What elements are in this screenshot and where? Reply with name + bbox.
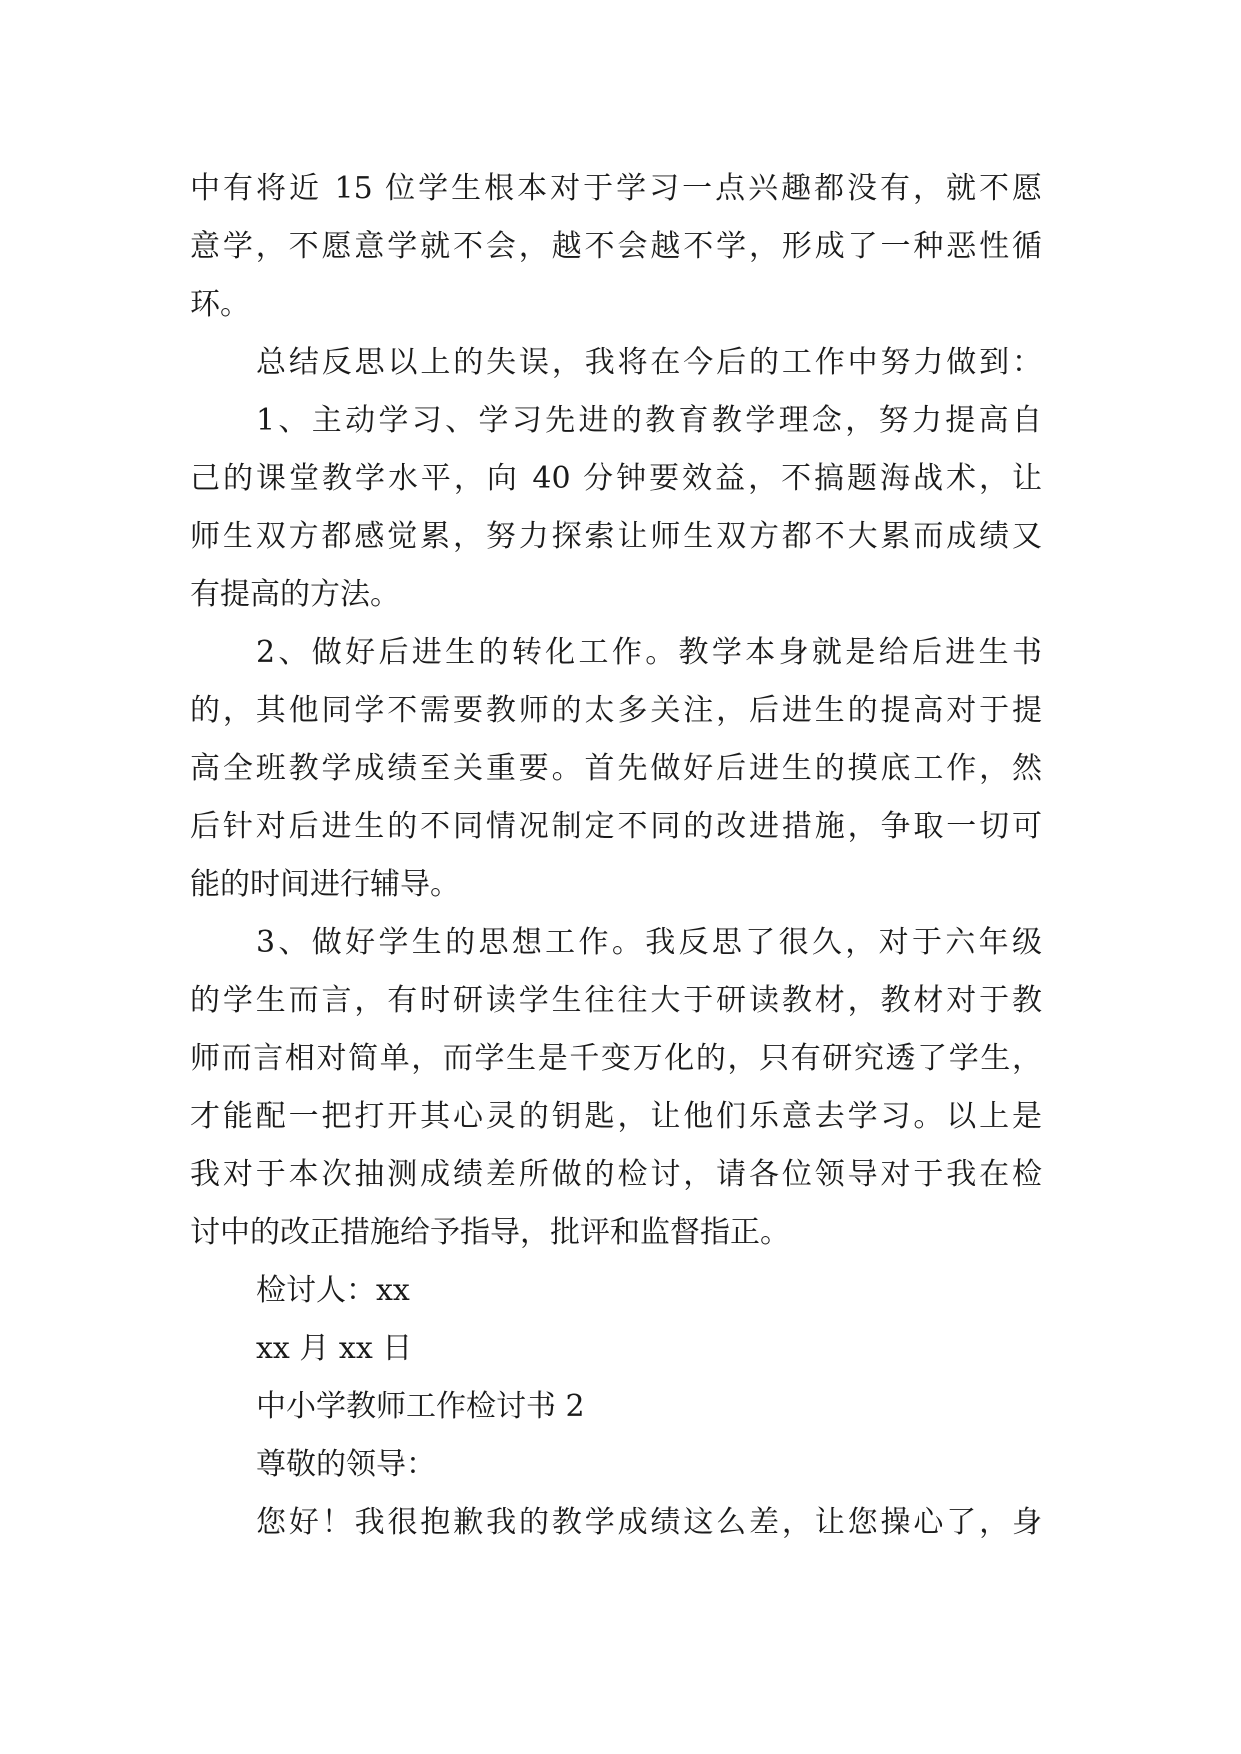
text-line: 环。 <box>190 287 250 322</box>
text-line: 的，其他同学不需要教师的太多关注，后进生的提高对于提 <box>190 693 1042 728</box>
date-line: xx 月 xx 日 <box>256 1331 413 1366</box>
text-line: 高全班教学成绩至关重要。首先做好后进生的摸底工作，然 <box>190 751 1042 786</box>
salutation-line: 尊敬的领导： <box>256 1447 436 1482</box>
text-line: 才能配一把打开其心灵的钥匙，让他们乐意去学习。以上是 <box>190 1099 1042 1134</box>
text-line: 师而言相对简单，而学生是千变万化的，只有研究透了学生， <box>190 1041 1042 1076</box>
text-line: 总结反思以上的失误，我将在今后的工作中努力做到： <box>256 345 1042 380</box>
signature-line: 检讨人：xx <box>256 1273 410 1308</box>
text-line: 我对于本次抽测成绩差所做的检讨，请各位领导对于我在检 <box>190 1157 1042 1192</box>
text-line: 讨中的改正措施给予指导，批评和监督指正。 <box>190 1215 790 1250</box>
text-line: 3、做好学生的思想工作。我反思了很久，对于六年级 <box>256 925 1042 960</box>
text-line: 有提高的方法。 <box>190 577 400 612</box>
text-line: 1、主动学习、学习先进的教育教学理念，努力提高自 <box>256 403 1042 438</box>
text-line: 中有将近 15 位学生根本对于学习一点兴趣都没有，就不愿 <box>190 171 1042 206</box>
text-line: 意学，不愿意学就不会，越不会越不学，形成了一种恶性循 <box>190 229 1042 264</box>
section-title: 中小学教师工作检讨书 2 <box>256 1389 585 1424</box>
text-line: 能的时间进行辅导。 <box>190 867 460 902</box>
text-line: 后针对后进生的不同情况制定不同的改进措施，争取一切可 <box>190 809 1042 844</box>
text-line: 的学生而言，有时研读学生往往大于研读教材，教材对于教 <box>190 983 1042 1018</box>
text-line: 师生双方都感觉累，努力探索让师生双方都不大累而成绩又 <box>190 519 1042 554</box>
text-line: 己的课堂教学水平，向 40 分钟要效益，不搞题海战术，让 <box>190 461 1042 496</box>
text-line: 2、做好后进生的转化工作。教学本身就是给后进生书 <box>256 635 1042 670</box>
text-line: 您好！我很抱歉我的教学成绩这么差，让您操心了，身 <box>256 1505 1042 1540</box>
